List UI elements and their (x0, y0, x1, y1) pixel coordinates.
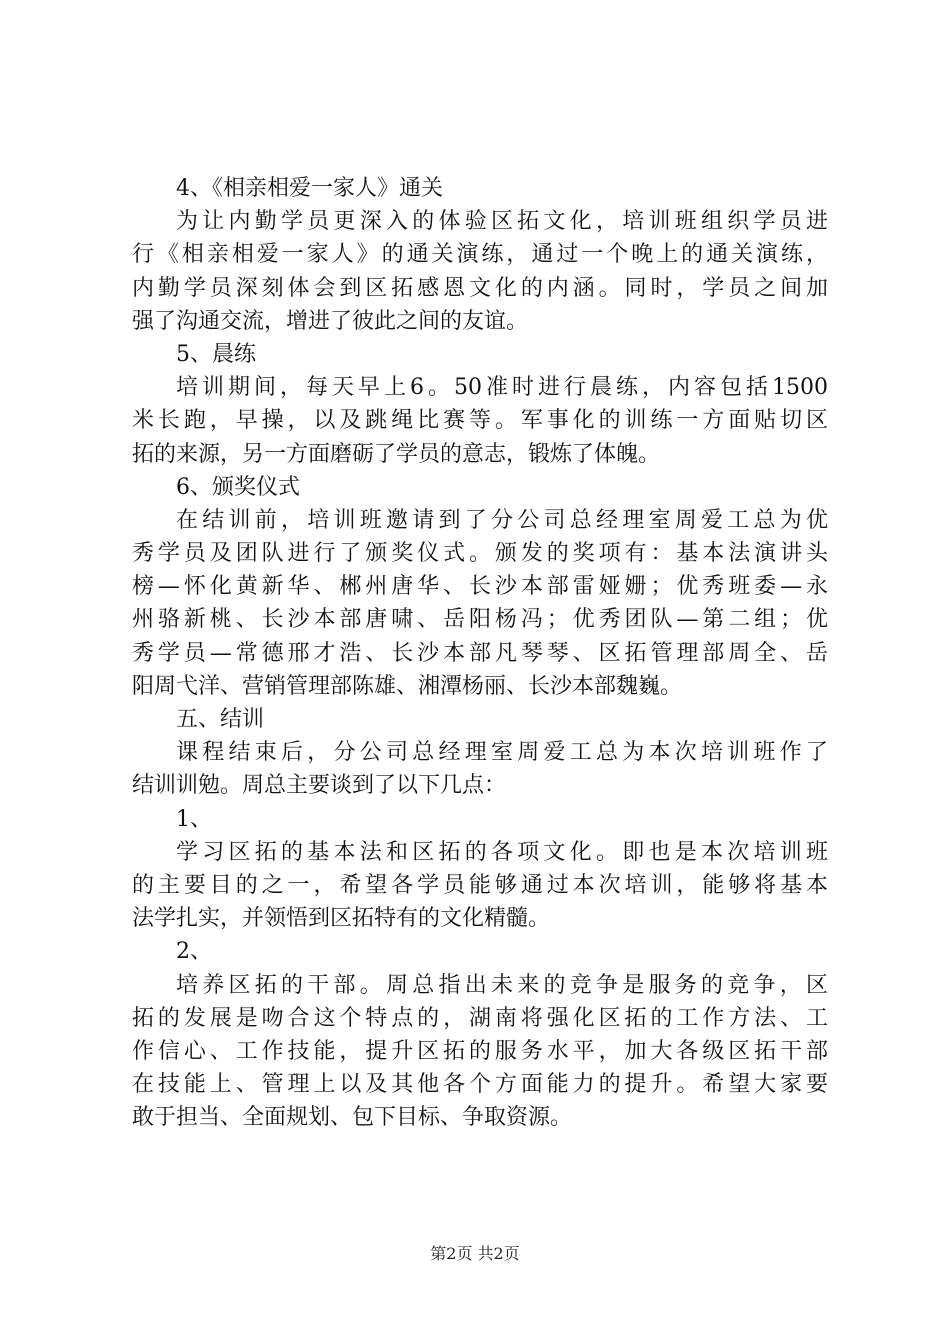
text-line: 拓的来源，另一方面磨砺了学员的意志，锻炼了体魄。 (132, 441, 661, 467)
text-line: 榜—怀化黄新华、郴州唐华、长沙本部雷娅姗；优秀班委—永 (132, 574, 828, 600)
text-line: 秀学员及团队进行了颁奖仪式。颁发的奖项有：基本法演讲头 (132, 541, 828, 567)
text-line: 在结训前，培训班邀请到了分公司总经理室周爱工总为优 (176, 507, 828, 533)
document-body (132, 172, 828, 1134)
text-line: 作信心、工作技能，提升区拓的服务水平，加大各级区拓干部 (132, 1038, 828, 1064)
text-line: 的主要目的之一，希望各学员能够通过本次培训，能够将基本 (132, 872, 828, 898)
text-line: 5、晨练 (176, 341, 256, 367)
text-line: 法学扎实，并领悟到区拓特有的文化精髓。 (132, 906, 551, 932)
text-line: 秀学员—常德邢才浩、长沙本部凡琴琴、区拓管理部周全、岳 (132, 640, 828, 666)
text-line: 学习区拓的基本法和区拓的各项文化。即也是本次培训班 (176, 839, 828, 865)
text-line: 1、 (176, 806, 212, 832)
page-footer: 第2页 共2页 (430, 1244, 520, 1263)
text-line: 4、《相亲相爱一家人》通关 (176, 176, 443, 201)
text-line: 阳周弋洋、营销管理部陈雄、湘潭杨丽、长沙本部魏巍。 (132, 673, 683, 699)
text-line: 拓的发展是吻合这个特点的，湖南将强化区拓的工作方法、工 (132, 1005, 828, 1031)
text-line: 敢于担当、全面规划、包下目标、争取资源。 (132, 1105, 573, 1131)
text-line: 五、结训 (176, 707, 265, 732)
text-line: 课程结束后，分公司总经理室周爱工总为本次培训班作了 (176, 740, 828, 766)
text-line: 结训训勉。周总主要谈到了以下几点： (132, 773, 507, 799)
text-line: 培养区拓的干部。周总指出未来的竞争是服务的竞争，区 (176, 972, 828, 998)
text-line: 6、颁奖仪式 (176, 474, 300, 500)
text-line: 州骆新桃、长沙本部唐啸、岳阳杨冯；优秀团队—第二组；优 (132, 607, 828, 633)
text-line: 在技能上、管理上以及其他各个方面能力的提升。希望大家要 (132, 1072, 828, 1098)
text-line: 行《相亲相爱一家人》的通关演练，通过一个晚上的通关演练， (132, 242, 828, 268)
text-line: 2、 (176, 939, 212, 965)
text-line: 米长跑，早操，以及跳绳比赛等。军事化的训练一方面贴切区 (132, 408, 828, 434)
text-line: 为让内勤学员更深入的体验区拓文化，培训班组织学员进 (176, 209, 828, 235)
text-line: 内勤学员深刻体会到区拓感恩文化的内涵。同时，学员之间加 (132, 275, 828, 301)
text-line: 强了沟通交流，增进了彼此之间的友谊。 (132, 308, 529, 334)
text-line: 培训期间，每天早上6。50准时进行晨练，内容包括1500 (176, 375, 828, 401)
